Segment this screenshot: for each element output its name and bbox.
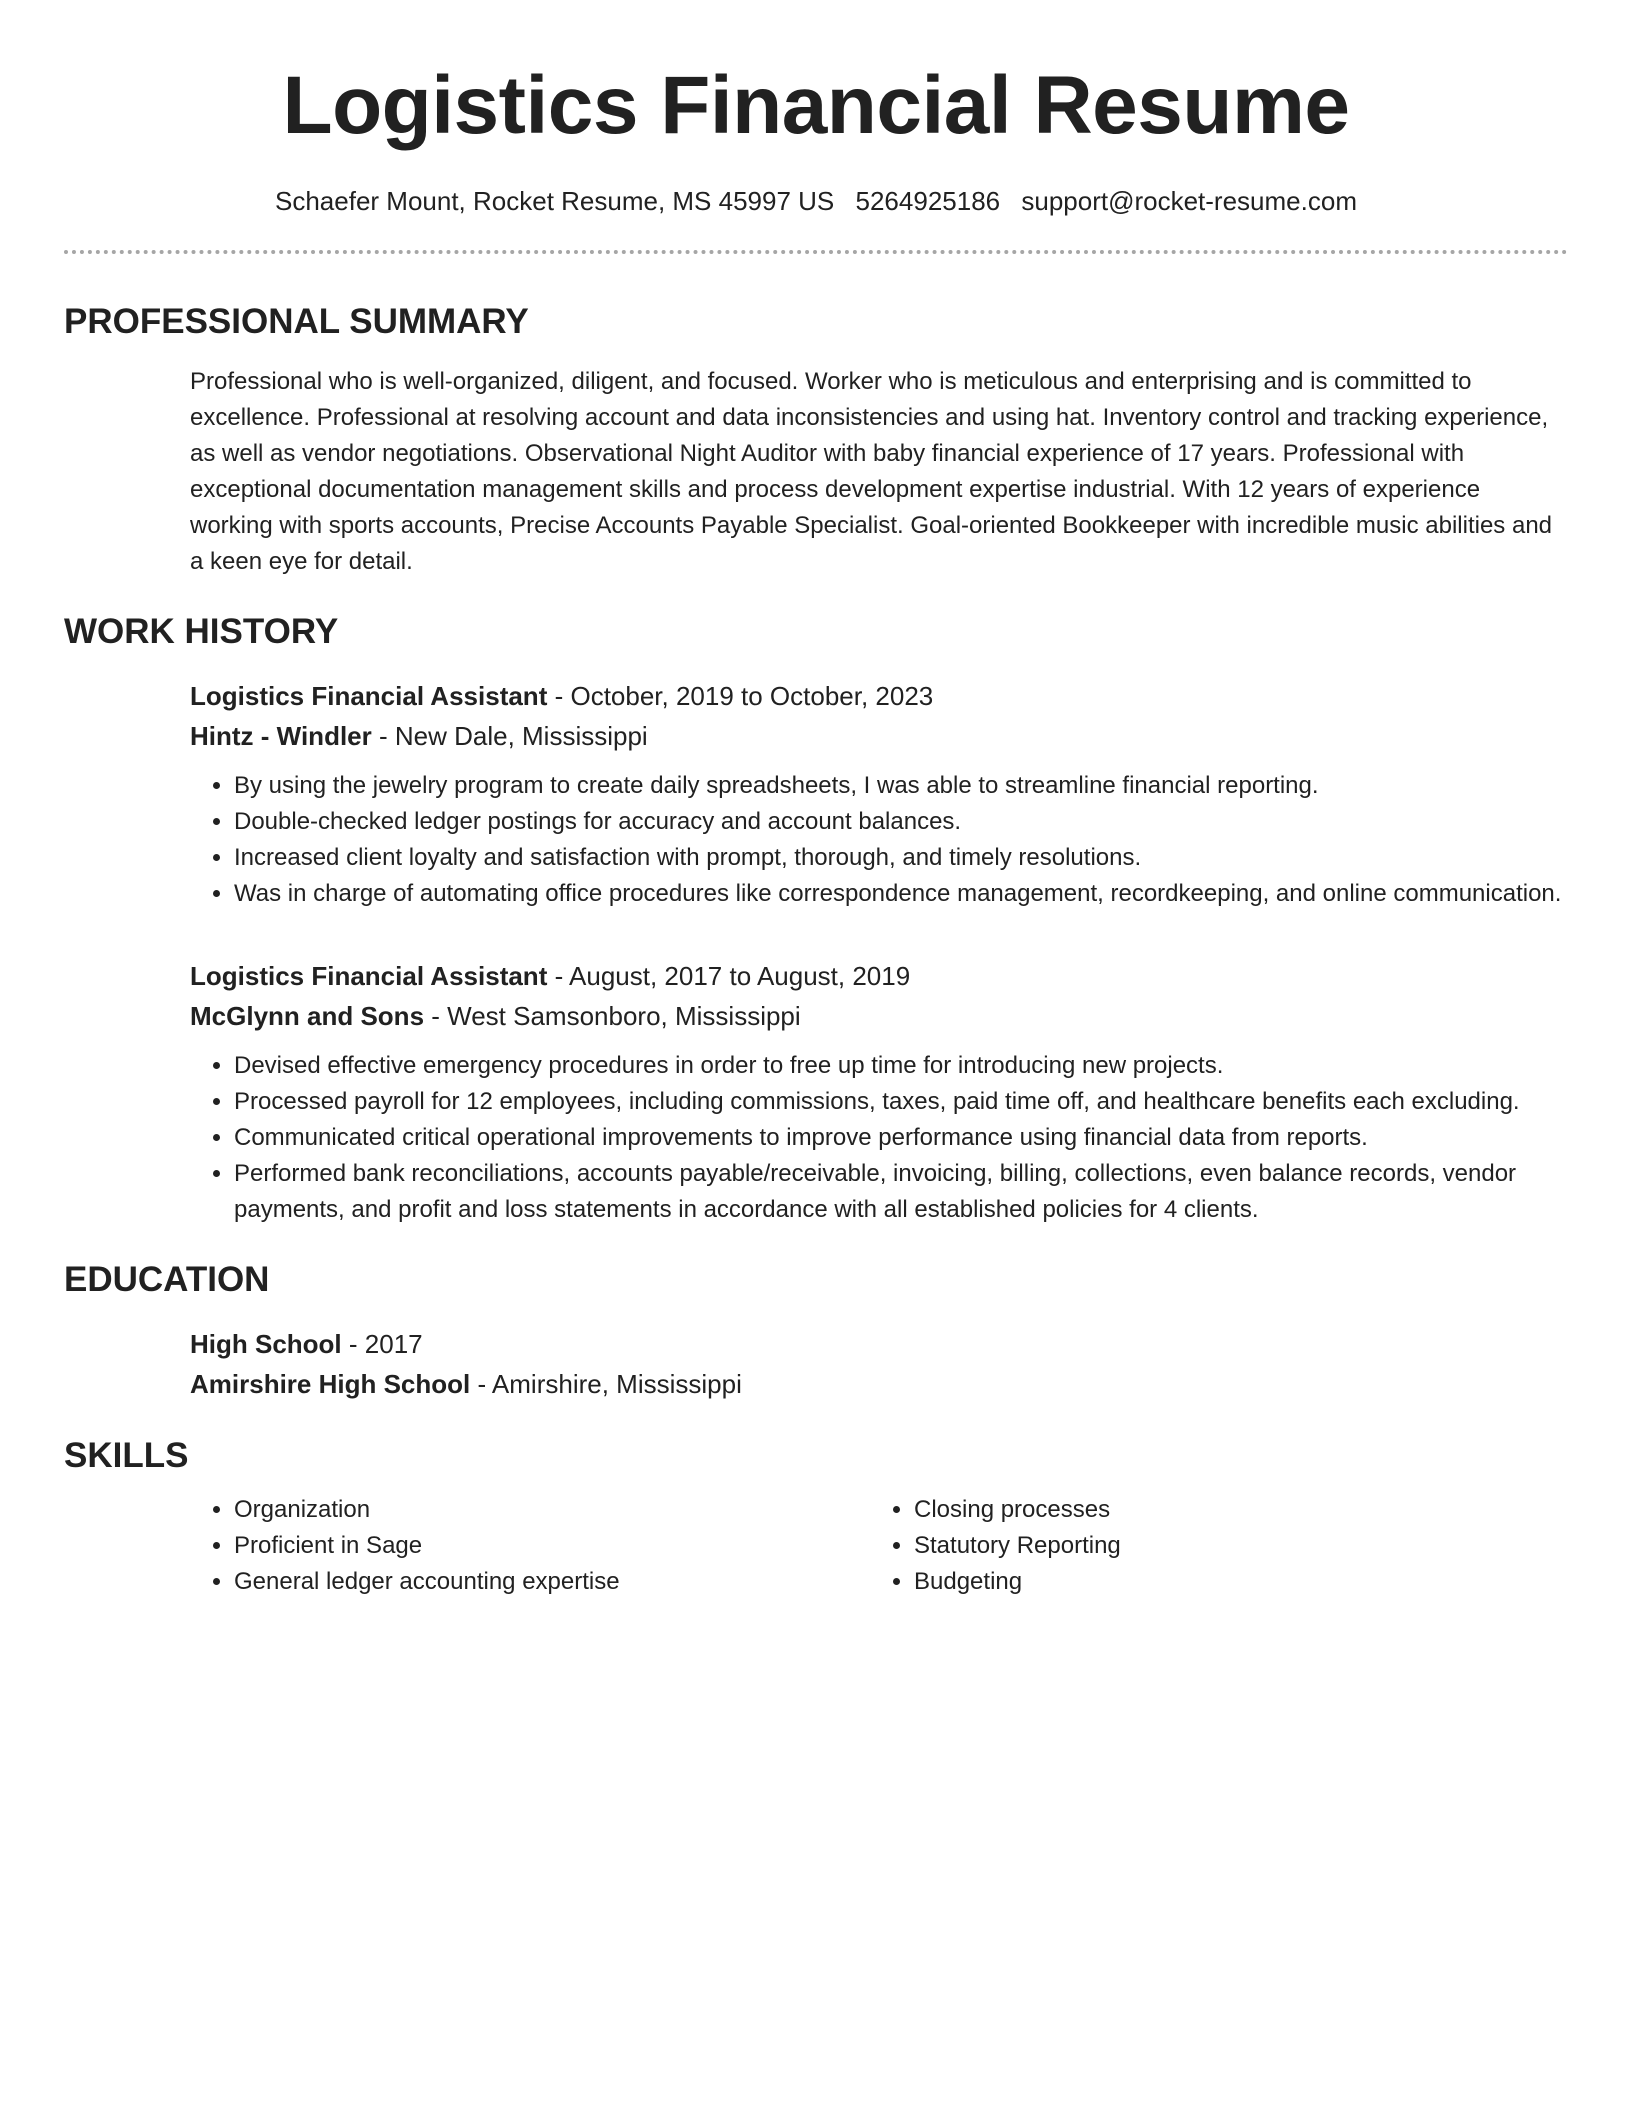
job-bullet: • Performed bank reconciliations, accounts payable/receivable, invoicing, billing, collections, even balance records, vendor payments, and profit and loss statements in accordance with all established policies for 4 clients.: [234, 1156, 1568, 1228]
skill-item: • Budgeting: [914, 1564, 1514, 1600]
summary-heading: PROFESSIONAL SUMMARY: [64, 302, 529, 341]
job-title-line: [190, 956, 1568, 996]
job-company: Hintz - Windler: [190, 721, 372, 751]
job-title-line: [190, 676, 1568, 716]
skill-item: • Closing processes: [914, 1492, 1514, 1528]
contact-line: [64, 184, 1568, 218]
job-dates: - August, 2017 to August, 2019: [547, 961, 911, 991]
job-bullet: • Double-checked ledger postings for accuracy and account balances.: [234, 804, 1568, 840]
contact-email[interactable]: support@rocket-resume.com: [1021, 186, 1357, 216]
header-divider: [64, 250, 1568, 254]
contact-phone: 5264925186: [855, 186, 1001, 216]
education-heading: EDUCATION: [64, 1260, 270, 1299]
job-dates: - October, 2019 to October, 2023: [547, 681, 934, 711]
job-bullet: • Was in charge of automating office procedures like correspondence management, recordkeeping, and online communication.: [234, 876, 1568, 912]
skill-item: • Organization: [234, 1492, 870, 1528]
skills-heading: SKILLS: [64, 1436, 189, 1475]
education-degree: High School: [190, 1329, 342, 1359]
job-bullet: • By using the jewelry program to create daily spreadsheets, I was able to streamline financial reporting.: [234, 768, 1568, 804]
education-year: - 2017: [341, 1329, 423, 1359]
skills-column: [190, 1492, 870, 1600]
job-entry: [190, 676, 1568, 912]
job-title: Logistics Financial Assistant: [190, 681, 548, 711]
job-bullet: • Processed payroll for 12 employees, including commissions, taxes, paid time off, and healthcare benefits each excluding.: [234, 1084, 1568, 1120]
skill-item: • Proficient in Sage: [234, 1528, 870, 1564]
education-location: - Amirshire, Mississippi: [470, 1369, 742, 1399]
job-bullets: [190, 1048, 1568, 1228]
contact-address: Schaefer Mount, Rocket Resume, MS 45997 US: [275, 186, 835, 216]
education-entry: [64, 1324, 1568, 1404]
work-history-list: [64, 676, 1568, 1228]
job-location: - New Dale, Mississippi: [371, 721, 648, 751]
job-bullet: • Communicated critical operational improvements to improve performance using financial data from reports.: [234, 1120, 1568, 1156]
resume-title: Logistics Financial Resume: [282, 60, 1350, 151]
job-entry: [190, 956, 1568, 1228]
work-history-heading: WORK HISTORY: [64, 612, 339, 651]
job-company-line: [190, 996, 1568, 1036]
skill-item: • General ledger accounting expertise: [234, 1564, 870, 1600]
job-title: Logistics Financial Assistant: [190, 961, 548, 991]
skills-column: [870, 1492, 1514, 1600]
resume-page: [64, 0, 1568, 1600]
education-degree-line: [190, 1324, 1568, 1364]
job-bullet: • Increased client loyalty and satisfaction with prompt, thorough, and timely resolutions.: [234, 840, 1568, 876]
job-bullets: [190, 768, 1568, 912]
skills-grid: [64, 1492, 1568, 1600]
skill-item: • Statutory Reporting: [914, 1528, 1514, 1564]
job-company-line: [190, 716, 1568, 756]
summary-text: Professional who is well-organized, diligent, and focused. Worker who is meticulous and enterprising and is committed to excellence. Professional at resolving account and data inconsistencies and using hat. Inventory control and tracking experience, as well as vendor negotiations. Observational Night Auditor with baby financial experience of 17 years. Professional with exceptional documentation management skills and process development expertise industrial. With 12 years of experience working with sports accounts, Precise Accounts Payable Specialist. Goal-oriented Bookkeeper with incredible music abilities and a keen eye for detail.: [190, 368, 1553, 575]
education-school-line: [190, 1364, 1568, 1404]
job-bullet: • Devised effective emergency procedures in order to free up time for introducing new projects.: [234, 1048, 1568, 1084]
job-company: McGlynn and Sons: [190, 1001, 425, 1031]
job-location: - West Samsonboro, Mississippi: [424, 1001, 801, 1031]
education-school: Amirshire High School: [190, 1369, 471, 1399]
